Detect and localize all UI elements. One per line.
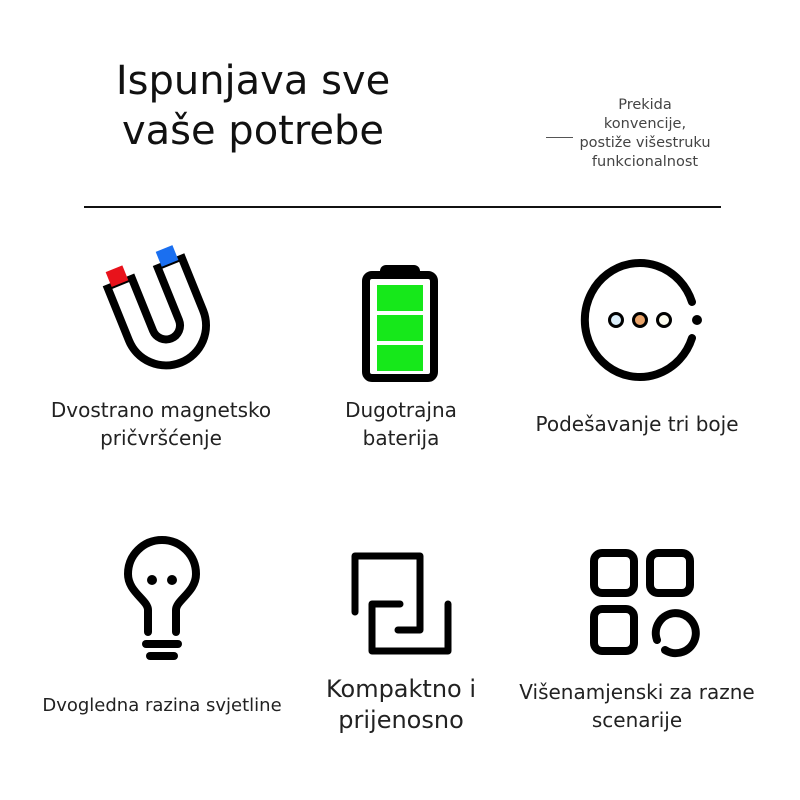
- subtitle-line: konvencije,: [603, 116, 687, 132]
- feature-label: [21, 396, 301, 452]
- feature-label-line: Višenamjenski za razne: [519, 680, 755, 704]
- feature-label-line: pričvršćenje: [100, 426, 222, 450]
- lightbulb-icon: [128, 540, 196, 656]
- overlapping-squares-icon: [355, 556, 448, 651]
- feature-label: [507, 410, 767, 438]
- feature-label-line: scenarije: [591, 708, 683, 732]
- feature-label: [497, 678, 777, 734]
- feature-label-line: baterija: [362, 426, 440, 450]
- feature-label-line: Dugotrajna: [345, 398, 457, 422]
- app-grid-icon: [594, 553, 696, 653]
- feature-label: [281, 674, 521, 736]
- subtitle-line: postiže višestruku: [579, 135, 711, 151]
- feature-label-line: prijenosno: [338, 706, 464, 734]
- title-line: vaše potrebe: [121, 108, 385, 154]
- subtitle-line: funkcionalnost: [591, 154, 699, 170]
- feature-label-line: Kompaktno i: [325, 675, 477, 703]
- feature-label: [12, 692, 312, 720]
- feature-label-line: Dvogledna razina svjetline: [42, 695, 282, 716]
- feature-label: [301, 396, 501, 452]
- magnet-icon: [106, 245, 210, 364]
- subtitle-line: Prekida: [618, 97, 672, 113]
- title-line: Ispunjava sve: [115, 58, 391, 104]
- feature-label-line: Dvostrano magnetsko: [50, 398, 272, 422]
- feature-label-line: Podešavanje tri boje: [535, 412, 739, 436]
- color-temperature-icon: [585, 263, 702, 377]
- battery-icon: [366, 265, 434, 378]
